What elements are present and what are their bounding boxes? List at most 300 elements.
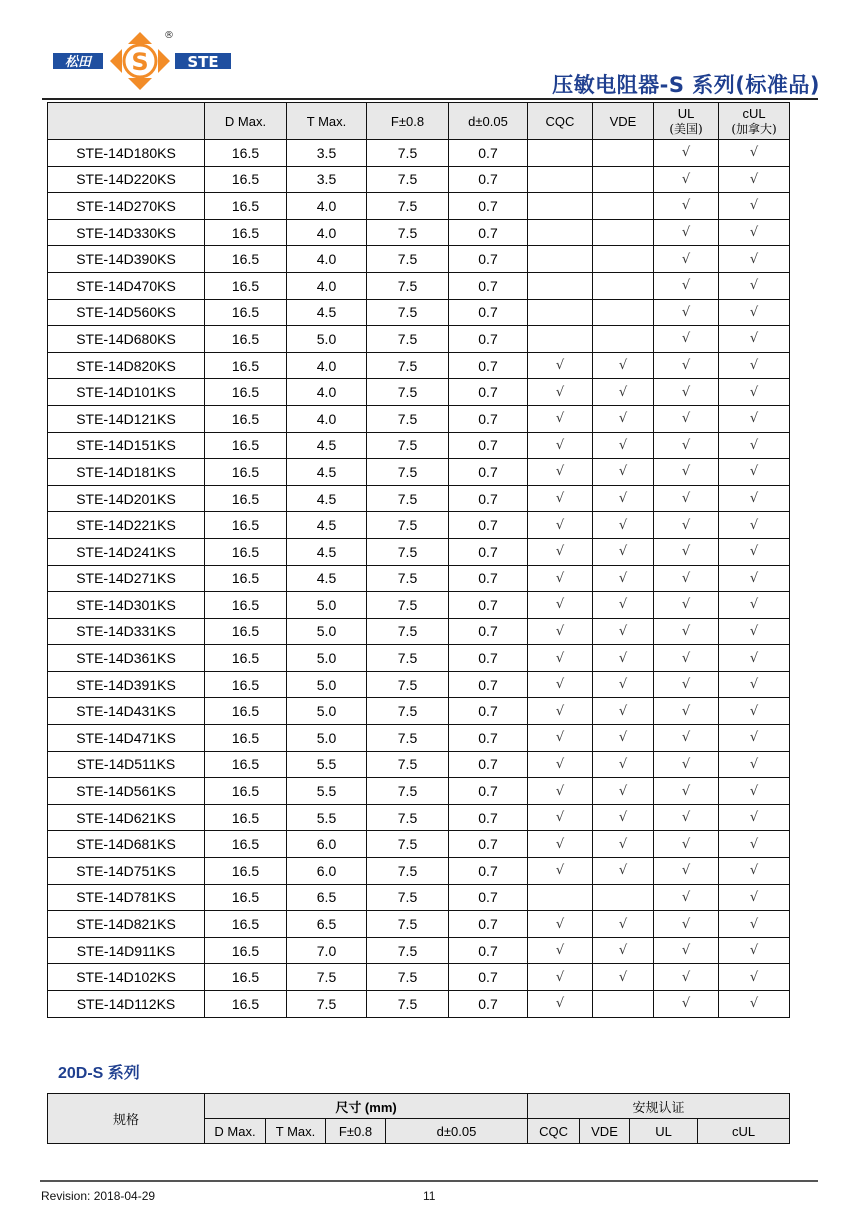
cqc-cell: √ [528, 565, 593, 592]
cqc-cell: √ [528, 778, 593, 805]
cqc-cell: √ [528, 538, 593, 565]
d-max-cell: 16.5 [205, 804, 287, 831]
f-cell: 7.5 [367, 166, 449, 193]
cul-cell: √ [719, 485, 790, 512]
vde-cell [593, 166, 654, 193]
table2-header-row-1 [48, 1094, 790, 1119]
ul-cell: √ [654, 937, 719, 964]
cqc-cell [528, 326, 593, 353]
model-cell: STE-14D681KS [48, 831, 205, 858]
vde-cell [593, 219, 654, 246]
t-max-cell: 5.5 [287, 804, 367, 831]
f-cell: 7.5 [367, 565, 449, 592]
lead-d-cell: 0.7 [449, 219, 528, 246]
d-max-cell: 16.5 [205, 618, 287, 645]
d-max-cell: 16.5 [205, 858, 287, 885]
vde-cell: √ [593, 352, 654, 379]
d-max-cell: 16.5 [205, 459, 287, 486]
lead-d-cell: 0.7 [449, 140, 528, 167]
lead-d-cell: 0.7 [449, 645, 528, 672]
cqc-cell [528, 272, 593, 299]
model-cell: STE-14D102KS [48, 964, 205, 991]
vde-cell [593, 246, 654, 273]
f-cell: 7.5 [367, 352, 449, 379]
vde-cell [593, 884, 654, 911]
d-max-cell: 16.5 [205, 379, 287, 406]
table-row [48, 911, 790, 938]
lead-d-cell: 0.7 [449, 459, 528, 486]
ul-cell: √ [654, 645, 719, 672]
t-max-cell: 4.0 [287, 272, 367, 299]
cul-cell: √ [719, 326, 790, 353]
ul-cell: √ [654, 246, 719, 273]
model-cell: STE-14D680KS [48, 326, 205, 353]
table-row [48, 884, 790, 911]
cul-sublabel: (加拿大) [731, 121, 777, 136]
t-max-cell: 3.5 [287, 140, 367, 167]
vde-cell: √ [593, 751, 654, 778]
table-row [48, 140, 790, 167]
cul-cell: √ [719, 166, 790, 193]
cul-cell: √ [719, 565, 790, 592]
t-max-cell: 4.5 [287, 565, 367, 592]
vde-cell: √ [593, 379, 654, 406]
ul-cell: √ [654, 698, 719, 725]
vde-cell [593, 299, 654, 326]
ul-cell: √ [654, 299, 719, 326]
d-max-cell: 16.5 [205, 831, 287, 858]
table-row [48, 299, 790, 326]
cqc-cell: √ [528, 964, 593, 991]
table-row [48, 592, 790, 619]
ul-cell: √ [654, 538, 719, 565]
ul-cell: √ [654, 193, 719, 220]
t-max-cell: 5.0 [287, 698, 367, 725]
table-row [48, 831, 790, 858]
cqc-cell [528, 193, 593, 220]
col-header-d-max: D Max. [205, 103, 287, 140]
cul-cell: √ [719, 937, 790, 964]
d-max-cell: 16.5 [205, 299, 287, 326]
cul-cell: √ [719, 884, 790, 911]
vde-cell: √ [593, 858, 654, 885]
lead-d-cell: 0.7 [449, 618, 528, 645]
table-row [48, 778, 790, 805]
t-max-cell: 4.5 [287, 299, 367, 326]
model-cell: STE-14D391KS [48, 671, 205, 698]
col-header-f: F±0.8 [367, 103, 449, 140]
table-row [48, 804, 790, 831]
f-cell: 7.5 [367, 884, 449, 911]
d-max-cell: 16.5 [205, 140, 287, 167]
f-cell: 7.5 [367, 698, 449, 725]
cul-cell: √ [719, 831, 790, 858]
lead-d-cell: 0.7 [449, 671, 528, 698]
model-cell: STE-14D271KS [48, 565, 205, 592]
cul-cell: √ [719, 219, 790, 246]
table-row [48, 538, 790, 565]
model-cell: STE-14D361KS [48, 645, 205, 672]
cert-label: 安规认证 [528, 1094, 790, 1119]
cqc-cell [528, 219, 593, 246]
table-row [48, 459, 790, 486]
cul-cell: √ [719, 592, 790, 619]
cul-cell: √ [719, 991, 790, 1018]
lead-d-cell: 0.7 [449, 778, 528, 805]
model-cell: STE-14D121KS [48, 405, 205, 432]
t-max-cell: 4.0 [287, 379, 367, 406]
cqc-cell: √ [528, 831, 593, 858]
table-row [48, 219, 790, 246]
t-max-cell: 4.0 [287, 219, 367, 246]
ul-cell: √ [654, 405, 719, 432]
vde-cell [593, 326, 654, 353]
table-row [48, 432, 790, 459]
t2-col-cqc: CQC [528, 1119, 580, 1144]
lead-d-cell: 0.7 [449, 432, 528, 459]
cul-cell: √ [719, 645, 790, 672]
t-max-cell: 5.5 [287, 751, 367, 778]
ul-cell: √ [654, 618, 719, 645]
f-cell: 7.5 [367, 299, 449, 326]
ul-cell: √ [654, 778, 719, 805]
ul-cell: √ [654, 592, 719, 619]
cul-cell: √ [719, 858, 790, 885]
ul-cell: √ [654, 804, 719, 831]
cul-cell: √ [719, 432, 790, 459]
cul-cell: √ [719, 299, 790, 326]
vde-cell: √ [593, 964, 654, 991]
t-max-cell: 5.0 [287, 725, 367, 752]
d-max-cell: 16.5 [205, 272, 287, 299]
ul-cell: √ [654, 326, 719, 353]
d-max-cell: 16.5 [205, 512, 287, 539]
cul-cell: √ [719, 778, 790, 805]
cqc-cell: √ [528, 937, 593, 964]
cqc-cell: √ [528, 671, 593, 698]
col-header-vde: VDE [593, 103, 654, 140]
lead-d-cell: 0.7 [449, 858, 528, 885]
cul-cell: √ [719, 804, 790, 831]
d-max-cell: 16.5 [205, 166, 287, 193]
model-cell: STE-14D621KS [48, 804, 205, 831]
t2-col-d-max: D Max. [205, 1119, 266, 1144]
d-max-cell: 16.5 [205, 405, 287, 432]
t2-col-cul: cUL [698, 1119, 790, 1144]
d-max-cell: 16.5 [205, 911, 287, 938]
t-max-cell: 4.5 [287, 485, 367, 512]
cqc-cell: √ [528, 405, 593, 432]
d-max-cell: 16.5 [205, 565, 287, 592]
model-cell: STE-14D471KS [48, 725, 205, 752]
t-max-cell: 4.5 [287, 512, 367, 539]
vde-cell: √ [593, 937, 654, 964]
t-max-cell: 6.5 [287, 911, 367, 938]
cul-cell: √ [719, 272, 790, 299]
table-row [48, 166, 790, 193]
t-max-cell: 4.0 [287, 193, 367, 220]
model-cell: STE-14D431KS [48, 698, 205, 725]
f-cell: 7.5 [367, 618, 449, 645]
d-max-cell: 16.5 [205, 432, 287, 459]
f-cell: 7.5 [367, 937, 449, 964]
lead-d-cell: 0.7 [449, 698, 528, 725]
table-row [48, 858, 790, 885]
t-max-cell: 6.5 [287, 884, 367, 911]
col-header-model [48, 103, 205, 140]
table-row [48, 512, 790, 539]
t-max-cell: 4.5 [287, 432, 367, 459]
col-header-cqc: CQC [528, 103, 593, 140]
t-max-cell: 3.5 [287, 166, 367, 193]
model-cell: STE-14D241KS [48, 538, 205, 565]
t2-col-lead-d: d±0.05 [386, 1119, 528, 1144]
d-max-cell: 16.5 [205, 352, 287, 379]
model-cell: STE-14D511KS [48, 751, 205, 778]
f-cell: 7.5 [367, 219, 449, 246]
table-row [48, 326, 790, 353]
f-cell: 7.5 [367, 831, 449, 858]
vde-cell: √ [593, 804, 654, 831]
ul-cell: √ [654, 459, 719, 486]
ul-cell: √ [654, 964, 719, 991]
cqc-cell: √ [528, 459, 593, 486]
vde-cell: √ [593, 725, 654, 752]
cul-cell: √ [719, 698, 790, 725]
header-divider [42, 98, 818, 100]
lead-d-cell: 0.7 [449, 512, 528, 539]
lead-d-cell: 0.7 [449, 725, 528, 752]
f-cell: 7.5 [367, 645, 449, 672]
d-max-cell: 16.5 [205, 219, 287, 246]
lead-d-cell: 0.7 [449, 804, 528, 831]
vde-cell: √ [593, 645, 654, 672]
lead-d-cell: 0.7 [449, 592, 528, 619]
t-max-cell: 5.0 [287, 592, 367, 619]
t-max-cell: 4.5 [287, 538, 367, 565]
vde-cell [593, 272, 654, 299]
t-max-cell: 4.0 [287, 405, 367, 432]
table-row [48, 352, 790, 379]
registered-mark: ® [164, 30, 174, 41]
f-cell: 7.5 [367, 964, 449, 991]
vde-cell: √ [593, 565, 654, 592]
lead-d-cell: 0.7 [449, 405, 528, 432]
table-row [48, 246, 790, 273]
t2-col-t-max: T Max. [266, 1119, 326, 1144]
f-cell: 7.5 [367, 538, 449, 565]
table-row [48, 272, 790, 299]
lead-d-cell: 0.7 [449, 485, 528, 512]
col-header-ul [654, 103, 719, 140]
cqc-cell [528, 299, 593, 326]
f-cell: 7.5 [367, 725, 449, 752]
f-cell: 7.5 [367, 405, 449, 432]
model-cell: STE-14D751KS [48, 858, 205, 885]
vde-cell: √ [593, 459, 654, 486]
ul-cell: √ [654, 751, 719, 778]
f-cell: 7.5 [367, 778, 449, 805]
d-max-cell: 16.5 [205, 964, 287, 991]
ul-cell: √ [654, 911, 719, 938]
t2-col-ul: UL [630, 1119, 698, 1144]
table-row [48, 565, 790, 592]
logo-cn-text: 松田 [64, 55, 92, 70]
lead-d-cell: 0.7 [449, 166, 528, 193]
lead-d-cell: 0.7 [449, 565, 528, 592]
col-header-lead-d: d±0.05 [449, 103, 528, 140]
cul-cell: √ [719, 405, 790, 432]
d-max-cell: 16.5 [205, 671, 287, 698]
t-max-cell: 6.0 [287, 858, 367, 885]
ul-label: UL [677, 105, 695, 121]
logo-s-mark: S [131, 48, 149, 76]
lead-d-cell: 0.7 [449, 538, 528, 565]
ul-cell: √ [654, 671, 719, 698]
f-cell: 7.5 [367, 671, 449, 698]
d-max-cell: 16.5 [205, 778, 287, 805]
lead-d-cell: 0.7 [449, 352, 528, 379]
model-cell: STE-14D201KS [48, 485, 205, 512]
revision-text: Revision: 2018-04-29 [41, 1189, 156, 1203]
cul-cell: √ [719, 352, 790, 379]
cqc-cell [528, 140, 593, 167]
ul-cell: √ [654, 858, 719, 885]
table-row [48, 725, 790, 752]
cul-cell: √ [719, 964, 790, 991]
lead-d-cell: 0.7 [449, 911, 528, 938]
f-cell: 7.5 [367, 858, 449, 885]
vde-cell: √ [593, 618, 654, 645]
vde-cell [593, 991, 654, 1018]
table-row [48, 698, 790, 725]
d-max-cell: 16.5 [205, 326, 287, 353]
lead-d-cell: 0.7 [449, 299, 528, 326]
t-max-cell: 7.5 [287, 991, 367, 1018]
model-cell: STE-14D331KS [48, 618, 205, 645]
ul-cell: √ [654, 831, 719, 858]
company-logo [53, 28, 233, 90]
cqc-cell: √ [528, 725, 593, 752]
table-row [48, 193, 790, 220]
t-max-cell: 4.0 [287, 352, 367, 379]
cqc-cell: √ [528, 485, 593, 512]
lead-d-cell: 0.7 [449, 831, 528, 858]
col-header-t-max: T Max. [287, 103, 367, 140]
ul-cell: √ [654, 884, 719, 911]
model-cell: STE-14D560KS [48, 299, 205, 326]
cul-cell: √ [719, 751, 790, 778]
d-max-cell: 16.5 [205, 884, 287, 911]
cqc-cell: √ [528, 512, 593, 539]
cqc-cell: √ [528, 379, 593, 406]
lead-d-cell: 0.7 [449, 246, 528, 273]
t-max-cell: 5.5 [287, 778, 367, 805]
t-max-cell: 7.0 [287, 937, 367, 964]
ul-cell: √ [654, 485, 719, 512]
model-cell: STE-14D180KS [48, 140, 205, 167]
cul-cell: √ [719, 538, 790, 565]
ul-cell: √ [654, 352, 719, 379]
ul-cell: √ [654, 432, 719, 459]
ul-cell: √ [654, 272, 719, 299]
t-max-cell: 5.0 [287, 645, 367, 672]
ul-cell: √ [654, 166, 719, 193]
ul-sublabel: (美国) [669, 121, 703, 136]
vde-cell: √ [593, 538, 654, 565]
page-title: 压敏电阻器-S 系列(标准品) [552, 73, 820, 97]
lead-d-cell: 0.7 [449, 193, 528, 220]
t2-col-f: F±0.8 [326, 1119, 386, 1144]
d-max-cell: 16.5 [205, 725, 287, 752]
cqc-cell: √ [528, 858, 593, 885]
lead-d-cell: 0.7 [449, 326, 528, 353]
f-cell: 7.5 [367, 991, 449, 1018]
cul-cell: √ [719, 671, 790, 698]
table-row [48, 751, 790, 778]
table-row [48, 671, 790, 698]
lead-d-cell: 0.7 [449, 991, 528, 1018]
vde-cell [593, 140, 654, 167]
t-max-cell: 7.5 [287, 964, 367, 991]
d-max-cell: 16.5 [205, 193, 287, 220]
table-row [48, 964, 790, 991]
cul-cell: √ [719, 379, 790, 406]
t-max-cell: 4.0 [287, 246, 367, 273]
t-max-cell: 5.0 [287, 671, 367, 698]
d-max-cell: 16.5 [205, 538, 287, 565]
cul-cell: √ [719, 140, 790, 167]
table-row [48, 645, 790, 672]
ul-cell: √ [654, 512, 719, 539]
cqc-cell [528, 246, 593, 273]
f-cell: 7.5 [367, 459, 449, 486]
f-cell: 7.5 [367, 326, 449, 353]
lead-d-cell: 0.7 [449, 937, 528, 964]
model-cell: STE-14D101KS [48, 379, 205, 406]
cul-cell: √ [719, 512, 790, 539]
d-max-cell: 16.5 [205, 246, 287, 273]
col-header-cul [719, 103, 790, 140]
f-cell: 7.5 [367, 379, 449, 406]
model-cell: STE-14D221KS [48, 512, 205, 539]
ul-cell: √ [654, 140, 719, 167]
table-row [48, 991, 790, 1018]
t-max-cell: 4.5 [287, 459, 367, 486]
f-cell: 7.5 [367, 246, 449, 273]
t-max-cell: 6.0 [287, 831, 367, 858]
vde-cell: √ [593, 911, 654, 938]
ul-cell: √ [654, 219, 719, 246]
lead-d-cell: 0.7 [449, 884, 528, 911]
table-row [48, 937, 790, 964]
model-cell: STE-14D112KS [48, 991, 205, 1018]
model-cell: STE-14D181KS [48, 459, 205, 486]
dims-label: 尺寸 (mm) [205, 1094, 528, 1119]
d-max-cell: 16.5 [205, 991, 287, 1018]
cul-cell: √ [719, 193, 790, 220]
cqc-cell: √ [528, 991, 593, 1018]
cqc-cell: √ [528, 911, 593, 938]
model-cell: STE-14D151KS [48, 432, 205, 459]
cqc-cell: √ [528, 751, 593, 778]
table-row [48, 405, 790, 432]
vde-cell: √ [593, 671, 654, 698]
vde-cell: √ [593, 831, 654, 858]
cul-cell: √ [719, 459, 790, 486]
model-cell: STE-14D330KS [48, 219, 205, 246]
ul-cell: √ [654, 991, 719, 1018]
